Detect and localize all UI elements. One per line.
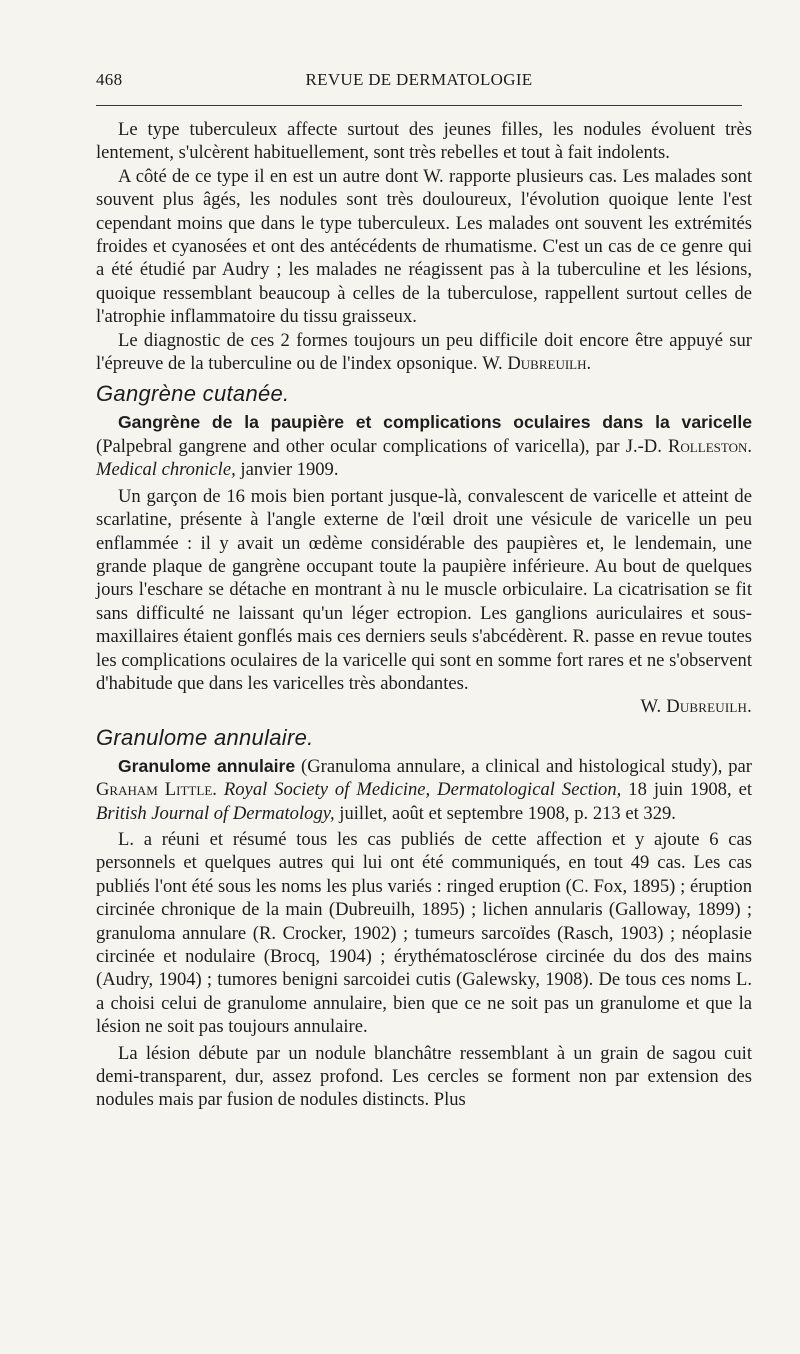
article-reference: (Palpebral gangrene and other ocular complications of varicella), par J.-D. (96, 435, 669, 457)
section-title-gangrene: Gangrène cutanée. (96, 381, 290, 407)
header-rule (96, 105, 742, 106)
page-number: 468 (96, 70, 123, 89)
article-body-granulome-2: La lésion débute par un nodule blanchâtre ressemblant à un grain de sagou cuit demi-transparent, dur, assez profond. Les cercles se forment non par extension des nodules mais par fusion de nodules distincts. Plus (96, 1042, 752, 1111)
section-title-granulome: Granulome annulaire. (96, 724, 314, 750)
journal-name: British Journal of Dermatology, (96, 802, 335, 824)
article-reference: (Granuloma annulare, a clinical and histological study), par (295, 755, 753, 777)
article-reference: . (747, 435, 752, 457)
article-body-gangrene: Un garçon de 16 mois bien portant jusque-là, convalescent de varicelle et atteint de scarlatine, présente à l'angle externe de l'œil droit une vésicule de varicelle un peu enflammée : il y avait un œdème considérable des paupières et, le lendemain, une grande plaque de gangrène occupant toute la paupière inférieure. Au bout de quelques jours l'eschare se détache en montrant à nu le muscle orbiculaire. La cicatrisation se fit sans difficulté ne laissant qu'un léger ectropion. Les ganglions auriculaires et sous-maxillaires étaient gonflés mais ces derniers seuls s'abcédèrent. R. passe en revue toutes les complications oculaires de la varicelle qui sont en somme fort rares et ne s'observent d'habitude que dans les varicelles très abondantes. (96, 485, 752, 694)
article-heading-gangrene (96, 411, 752, 481)
running-title: REVUE DE DERMATOLOGIE (305, 70, 533, 89)
signature: W. Dubreuilh. (482, 353, 592, 375)
intro-paragraph-3 (96, 329, 752, 376)
article-heading-granulome (96, 755, 752, 825)
signature: W. Dubreuilh. (640, 696, 752, 718)
journal-name: Royal Society of Medicine, Dermatological Section, (223, 779, 622, 801)
intro-paragraph-1: Le type tuberculeux affecte surtout des jeunes filles, les nodules évoluent très lentement, s'ulcèrent habituellement, sont très rebelles et tout à fait indolents. (96, 119, 752, 164)
intro-paragraph-3-text: Le diagnostic de ces 2 formes toujours un peu difficile doit encore être appuyé sur l'épreuve de la tuberculine ou de l'index opsonique. (96, 329, 752, 375)
article-title: Gangrène de la paupière et complications oculaires dans la varicelle (118, 412, 752, 433)
article-reference: janvier 1909. (235, 459, 339, 481)
article-title: Granulome annulaire (118, 755, 296, 776)
article-author: Rolleston (668, 435, 748, 457)
article-author: Graham Little (96, 779, 213, 801)
article-reference: 18 juin 1908, et (621, 779, 753, 801)
journal-name: Medical chronicle, (96, 459, 236, 481)
article-reference: . (212, 779, 224, 801)
page-body (96, 118, 752, 1112)
article-body-granulome-1: L. a réuni et résumé tous les cas publiés de cette affection et y ajoute 6 cas personnels et quelques autres qui lui ont été communiqués, en tout 49 cas. Les cas publiés l'ont été sous les noms les plus variés : ringed eruption (C. Fox, 1895) ; éruption circinée chronique de la main (Dubreuilh, 1895) ; lichen annularis (Galloway, 1899) ; granuloma annulare (R. Crocker, 1902) ; tumeurs sarcoïdes (Rasch, 1903) ; néoplasie circinée et nodulaire (Brocq, 1904) ; érythématosclérose circinée du dos des mains (Audry, 1904) ; tumores benigni sarcoidei cutis (Galewsky, 1908). De tous ces noms L. a choisi celui de granulome annulaire, bien que ce ne soit pas un granulome et que la lésion ne soit pas toujours annulaire. (96, 828, 752, 1038)
article-reference: juillet, août et septembre 1908, p. 213 et 329. (334, 802, 676, 824)
intro-paragraph-2: A côté de ce type il en est un autre dont W. rapporte plusieurs cas. Les malades sont souvent plus âgés, les nodules sont très douloureux, l'évolution quoique lente l'est cependant moins que dans le type tuberculeux. Les malades ont souvent les extrémités froides et cyanosées et ont des antécédents de rhumatisme. C'est un cas de ce genre qui a été étudié par Audry ; les malades ne réagissent pas à la tuberculine et les lésions, quoique ressemblant beaucoup à celles de la tuberculose, rappellent surtout celles de l'atrophie inflammatoire du tissu graisseux. (96, 165, 752, 328)
